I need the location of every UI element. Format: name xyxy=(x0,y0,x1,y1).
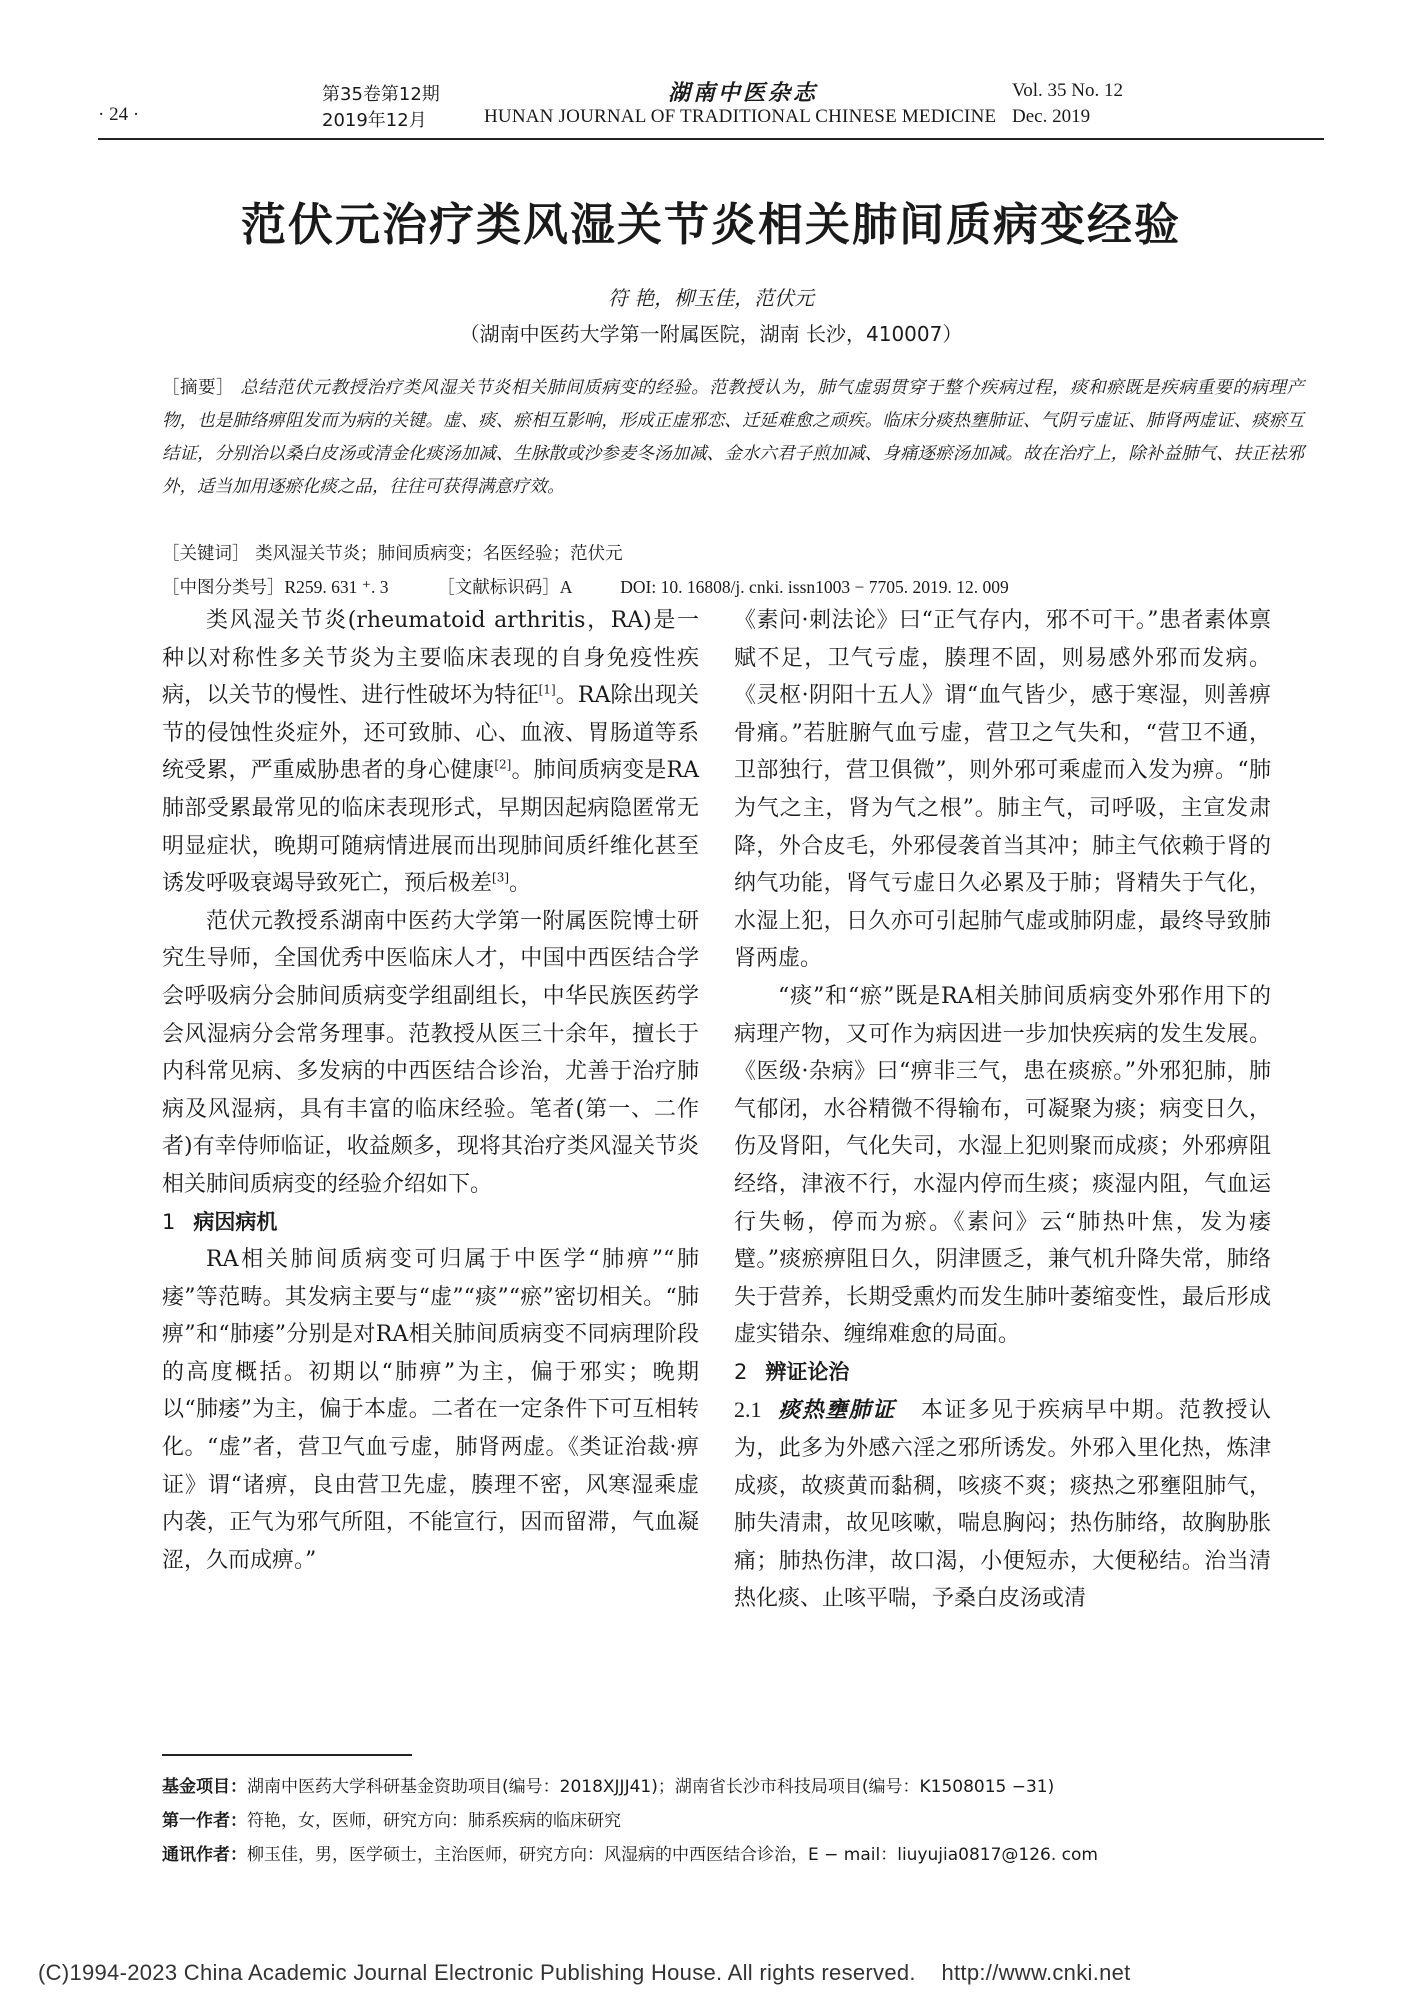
footnote-text: 符艳，女，医师，研究方向：肺系疾病的临床研究 xyxy=(247,1811,621,1831)
footnote-fund xyxy=(162,1772,1054,1797)
keywords-text: 类风湿关节炎；肺间质病变；名医经验；范伏元 xyxy=(255,544,623,564)
header-rule xyxy=(98,138,1324,140)
paragraph: “痰”和“瘀”既是RA相关肺间质病变外邪作用下的病理产物，又可作为病因进一步加快疾病的发生发展。《医级·杂病》曰“痹非三气，患在痰瘀。”外邪犯肺，肺气郁闭，水谷精微不得输布，可凝聚为痰；病变日久，伤及肾阳，气化失司，水湿上犯则聚而成痰；外邪痹阻经络，津液不行，水湿内停而生痰；痰湿内阻，气血运行失畅，停而为瘀。《素问》云“肺热叶焦，发为痿躄。”痰瘀痹阻日久，阴津匮乏，兼气机升降失常，肺络失于营养，长期受熏灼而发生肺叶萎缩变性，最后形成虚实错杂、缠绵难愈的局面。 xyxy=(734,983,1271,1348)
footnote-corresponding-author xyxy=(162,1840,1098,1865)
article-title: 范伏元治疗类风湿关节炎相关肺间质病变经验 xyxy=(240,198,1181,251)
section-heading-2 xyxy=(734,1354,1271,1392)
footnote-rule xyxy=(162,1754,412,1756)
footnote-text: 柳玉佳，男，医学硕士，主治医师，研究方向：风湿病的中西医结合诊治，E − mail：liuyujia0817@126. com xyxy=(247,1845,1098,1865)
clc-value: R259. 631 ⁺. 3 xyxy=(284,577,389,597)
journal-name-cn: 湖南中医杂志 xyxy=(668,80,819,105)
footnote-label: 通讯作者： xyxy=(162,1845,247,1865)
abstract-text: 总结范伏元教授治疗类风湿关节炎相关肺间质病变的经验。范教授认为，肺气虚弱贯穿于整个疾病过程，痰和瘀既是疾病重要的病理产物，也是肺络痹阻发而为病的关键。虚、痰、瘀相互影响，形成正虚邪恋、迁延难愈之顽疾。临床分痰热壅肺证、气阴亏虚证、肺肾两虚证、痰瘀互结证，分别治以桑白皮汤或清金化痰汤加减、生脉散或沙参麦冬汤加减、金水六君子煎加减、身痛逐瘀汤加减。故在治疗上，除补益肺气、扶正祛邪外，适当加用逐瘀化痰之品，往往可获得满意疗效。 xyxy=(162,378,1304,497)
abstract-label: ［摘要］ xyxy=(162,378,235,398)
volume-issue-cn: 第35卷第12期 xyxy=(322,84,440,105)
section-title: 辨证论治 xyxy=(765,1359,850,1384)
paragraph-text: 。肺间质病变是RA肺部受累最常见的临床表现形式，早期因起病隐匿常无明显症状，晚期可随病情进展而出现肺间质纤维化甚至诱发呼吸衰竭导致死亡，预后极差 xyxy=(162,758,699,897)
paragraph xyxy=(734,1391,1271,1618)
doi: DOI: 10. 16808/j. cnki. issn1003 − 7705. 2019. 12. 009 xyxy=(620,577,1009,597)
paragraph-text: 本证多见于疾病早中期。范教授认为，此多为外感六淫之邪所诱发。外邪入里化热，炼津成痰，故痰黄而黏稠，咳痰不爽；痰热之邪壅阻肺气，肺失清肃，故见咳嗽，喘息胸闷；热伤肺络，故胸胁胀痛；肺热伤津，故口渴，小便短赤，大便秘结。治当清热化痰、止咳平喘，予桑白皮汤或清 xyxy=(734,1398,1271,1612)
citation: [1] xyxy=(538,682,556,697)
body-right-column xyxy=(734,602,1271,1618)
footnote-text: 湖南中医药大学科研基金资助项目(编号：2018XJJJ41)；湖南省长沙市科技局项目(编号：K1508015 −31) xyxy=(247,1777,1055,1797)
paragraph-text: 。 xyxy=(509,871,532,897)
paragraph-text: 类风湿关节炎(rheumatoid arthritis，RA)是一种以对称性多关节炎为主要临床表现的自身免疫性疾病，以关节的慢性、进行性破坏为特征 xyxy=(162,608,699,709)
subsection-number: 2.1 xyxy=(734,1397,762,1423)
volume-issue-en: Vol. 35 No. 12 xyxy=(1012,80,1124,101)
citation: [3] xyxy=(492,870,510,885)
classification-line xyxy=(162,574,1009,599)
doc-code-label: ［文献标识码］ xyxy=(437,578,560,598)
section-title: 病因病机 xyxy=(193,1209,278,1234)
clc-label: ［中图分类号］ xyxy=(162,578,285,598)
doc-code-value: A xyxy=(559,577,572,597)
date-cn: 2019年12月 xyxy=(322,110,427,131)
footnote-label: 基金项目： xyxy=(162,1777,247,1797)
paragraph-text: 。RA除出现关节的侵蚀性炎症外，还可致肺、心、血液、胃肠道等系统受累，严重威胁患者的身心健康 xyxy=(162,683,699,784)
section-heading-1 xyxy=(162,1204,699,1242)
paragraph: 《素问·刺法论》曰“正气存内，邪不可干。”患者素体禀赋不足，卫气亏虚，腠理不固，则易感外邪而发病。《灵枢·阴阳十五人》谓“血气皆少，感于寒湿，则善痹骨痛。”若脏腑气血亏虚，营卫之气失和，“营卫不通，卫部独行，营卫俱微”，则外邪可乘虚而入发为痹。“肺为气之主，肾为气之根”。肺主气，司呼吸，主宣发肃降，外合皮毛，外邪侵袭首当其冲；肺主气依赖于肾的纳气功能，肾气亏虚日久必累及于肺；肾精失于气化，水湿上犯，日久亦可引起肺气虚或肺阴虚，最终导致肺肾两虚。 xyxy=(734,608,1271,972)
subsection-title: 痰热壅肺证 xyxy=(778,1397,896,1424)
section-number: 1 xyxy=(162,1209,176,1234)
body-left-column xyxy=(162,602,699,1579)
journal-name-en: HUNAN JOURNAL OF TRADITIONAL CHINESE MEDICINE xyxy=(484,106,997,127)
copyright-notice: (C)1994-2023 China Academic Journal Electronic Publishing House. All rights reserved. http://www.cnki.net xyxy=(38,1960,1131,1985)
article-authors: 符 艳，柳玉佳，范伏元 xyxy=(607,286,815,310)
keywords xyxy=(162,540,623,565)
article-affiliation: （湖南中医药大学第一附属医院，湖南 长沙，410007） xyxy=(459,322,963,346)
paragraph xyxy=(162,602,699,903)
keywords-label: ［关键词］ xyxy=(162,544,250,564)
footnote-label: 第一作者： xyxy=(162,1811,247,1831)
citation: [2] xyxy=(494,758,512,773)
paragraph: 范伏元教授系湖南中医药大学第一附属医院博士研究生导师，全国优秀中医临床人才，中国中西医结合学会呼吸病分会肺间质病变学组副组长，中华民族医药学会风湿病分会常务理事。范教授从医三十余年，擅长于内科常见病、多发病的中西医结合诊治，尤善于治疗肺病及风湿病，具有丰富的临床经验。笔者(第一、二作者)有幸侍师临证，收益颇多，现将其治疗类风湿关节炎相关肺间质病变的经验介绍如下。 xyxy=(162,908,699,1197)
footnote-first-author xyxy=(162,1806,621,1831)
section-number: 2 xyxy=(734,1359,748,1384)
page-number: · 24 · xyxy=(98,104,140,125)
date-en: Dec. 2019 xyxy=(1012,106,1091,127)
abstract xyxy=(162,372,1304,504)
paragraph: RA相关肺间质病变可归属于中医学“肺痹”“肺痿”等范畴。其发病主要与“虚”“痰”“瘀”密切相关。“肺痹”和“肺痿”分别是对RA相关肺间质病变不同病理阶段的高度概括。初期以“肺痹”为主，偏于邪实；晚期以“肺痿”为主，偏于本虚。二者在一定条件下可互相转化。“虚”者，营卫气血亏虚，肺肾两虚。《类证治裁·痹证》谓“诸痹，良由营卫先虚，腠理不密，风寒湿乘虚内袭，正气为邪气所阻，不能宣行，因而留滞，气血凝涩，久而成痹。” xyxy=(162,1247,699,1573)
